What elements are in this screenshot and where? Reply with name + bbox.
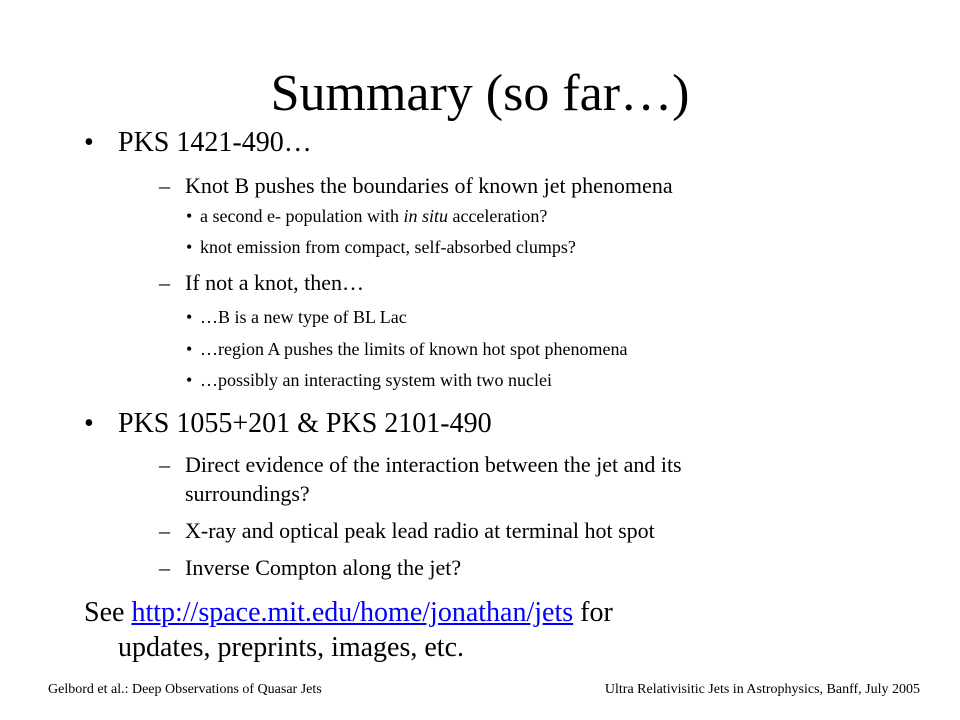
bullet-marker: • — [186, 370, 193, 390]
see-line-continuation: updates, preprints, images, etc. — [118, 632, 465, 663]
jets-url-link[interactable]: http://space.mit.edu/home/jonathan/jets — [131, 597, 574, 628]
bullet-item-level3 — [186, 368, 552, 392]
dash-marker: – — [159, 173, 170, 198]
see-suffix: for — [580, 597, 613, 628]
dash-marker: – — [159, 270, 170, 295]
bullet-item-level2 — [159, 269, 365, 297]
bullet-item-level1 — [84, 126, 312, 160]
bullet-item-level3 — [186, 204, 548, 228]
bullet-text: X-ray and optical peak lead radio at terminal hot spot — [185, 518, 655, 543]
bullet-marker: • — [186, 206, 193, 226]
bullet-continuation — [185, 480, 310, 508]
bullet-text: …B is a new type of BL Lac — [200, 307, 407, 327]
bullet-text: …region A pushes the limits of known hot spot phenomena — [200, 339, 628, 359]
bullet-text: If not a knot, then… — [185, 270, 365, 295]
dash-marker: – — [159, 452, 170, 477]
bullet-item-level3 — [186, 305, 407, 329]
bullet-text: knot emission from compact, self-absorbed clumps? — [200, 237, 576, 257]
bullet-item-level1 — [84, 407, 492, 441]
bullet-text: surroundings? — [185, 481, 310, 506]
slide-title: Summary (so far…) — [270, 65, 690, 122]
dash-marker: – — [159, 518, 170, 543]
bullet-item-level2 — [159, 172, 673, 200]
bullet-text: Inverse Compton along the jet? — [185, 555, 462, 580]
bullet-marker: • — [186, 339, 193, 359]
bullet-item-level2 — [159, 451, 682, 479]
bullet-text: …possibly an interacting system with two nuclei — [200, 370, 552, 390]
bullet-item-level2 — [159, 554, 462, 582]
bullet-text: Direct evidence of the interaction between the jet and its — [185, 452, 682, 477]
bullet-text-italic: in situ — [403, 206, 448, 226]
bullet-marker: • — [186, 237, 193, 257]
bullet-marker: • — [84, 127, 94, 158]
bullet-item-level2 — [159, 517, 655, 545]
bullet-item-level3 — [186, 337, 628, 361]
dash-marker: – — [159, 555, 170, 580]
bullet-text: PKS 1055+201 & PKS 2101-490 — [118, 408, 492, 439]
bullet-text-after: acceleration? — [447, 206, 548, 226]
bullet-text: PKS 1421-490… — [118, 127, 312, 158]
footer-right: Ultra Relativisitic Jets in Astrophysics, Banff, July 2005 — [604, 682, 920, 697]
see-line — [84, 596, 613, 630]
bullet-text-before: a second e- population with — [200, 206, 404, 226]
bullet-marker: • — [84, 408, 94, 439]
bullet-text: Knot B pushes the boundaries of known jet phenomena — [185, 173, 673, 198]
bullet-item-level3 — [186, 235, 576, 259]
bullet-marker: • — [186, 307, 193, 327]
footer-left: Gelbord et al.: Deep Observations of Quasar Jets — [48, 682, 322, 697]
see-prefix: See — [84, 597, 125, 628]
